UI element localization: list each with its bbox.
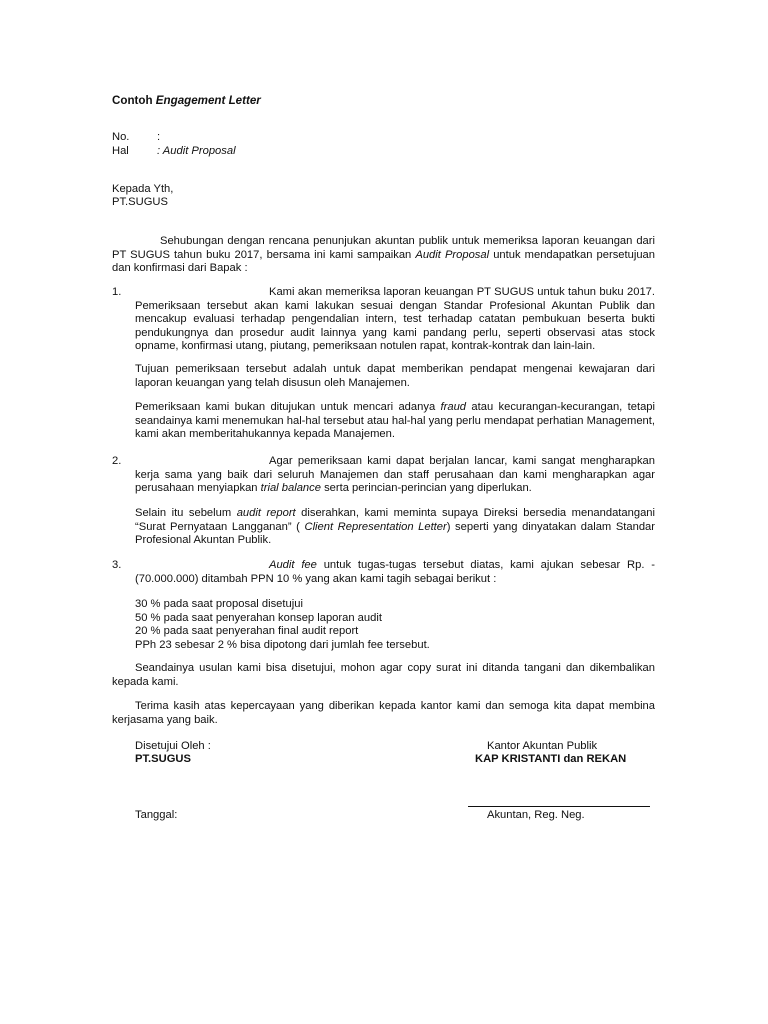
item1-paragraph-1: Kami akan memeriksa laporan keuangan PT SUGUS untuk tahun buku 2017. Pemeriksaan tersebut akan kami lakukan sesuai dengan Standar Profesional Akuntan Publik dan mencakup evaluasi terhadap pengendalian intern, test terhadap catatan pembukuan beserta bukti pendukungnya dan prosedur audit lainnya yang kami pandang perlu, seperti observasi atas stock opname, konfirmasi utang, piutang, pemeriksaan notulen rapat, kontrak-kontrak dan lain-lain. xyxy=(135,286,655,353)
firm-name: KAP KRISTANTI dan REKAN xyxy=(475,753,627,765)
approved-by-name: PT.SUGUS xyxy=(135,753,191,765)
closing-paragraph-1: Seandainya usulan kami bisa disetujui, mohon agar copy surat ini ditanda tangani dan dikembalikan kepada kami. xyxy=(112,662,655,688)
item2-paragraph-1: Agar pemeriksaan kami dapat berjalan lancar, kami sangat mengharapkan kerja sama yang baik dari seluruh Manajemen dan staff perusahaan dan kami mengharapkan agar perusahaan menyiapkan trial balance serta perincian-perincian yang diperlukan. xyxy=(135,455,655,495)
date-label: Tanggal: xyxy=(135,809,178,821)
intro-paragraph: Sehubungan dengan rencana penunjukan akuntan publik untuk memeriksa laporan keuangan dari PT SUGUS tahun buku 2017, bersama ini kami sampaikan Audit Proposal untuk mendapatkan persetujuan dan konfirmasi dari Bapak : xyxy=(112,235,656,275)
item1-paragraph-2: Tujuan pemeriksaan tersebut adalah untuk dapat memberikan pendapat mengenai kewajaran dari laporan keuangan yang telah disusun oleh Manajemen. xyxy=(135,363,655,389)
document-title: Contoh Engagement Letter xyxy=(112,94,261,107)
item3-number: 3. xyxy=(112,559,122,571)
no-label: No. xyxy=(112,131,130,143)
item1-number: 1. xyxy=(112,286,122,298)
item2-number: 2. xyxy=(112,455,122,467)
fee-schedule-item: 20 % pada saat penyerahan final audit report xyxy=(135,625,359,638)
recipient-name: PT.SUGUS xyxy=(112,196,168,208)
fee-schedule xyxy=(135,598,430,652)
hal-label: Hal xyxy=(112,145,129,157)
item1-paragraph-3: Pemeriksaan kami bukan ditujukan untuk mencari adanya fraud atau kecurangan-kecurangan, tetapi seandainya kami menemukan hal-hal tersebut atau hal-hal yang perlu mendapat perhatian Management, kami akan memberitahukannya kepada Manajemen. xyxy=(135,401,656,441)
signature-line xyxy=(468,806,650,807)
closing-paragraph-2: Terima kasih atas kepercayaan yang diberikan kepada kantor kami dan semoga kita dapat membina kerjasama yang baik. xyxy=(112,700,655,726)
item3-paragraph-1: Audit fee untuk tugas-tugas tersebut diatas, kami ajukan sebesar Rp. - (70.000.000) ditambah PPN 10 % yang akan kami tagih sebagai berikut : xyxy=(135,559,655,585)
approved-by-label: Disetujui Oleh : xyxy=(135,740,211,752)
fee-schedule-item: 30 % pada saat proposal disetujui xyxy=(135,598,303,610)
recipient-greeting: Kepada Yth, xyxy=(112,183,174,195)
firm-label: Kantor Akuntan Publik xyxy=(487,740,598,752)
item2-paragraph-2: Selain itu sebelum audit report diserahkan, kami meminta supaya Direksi bersedia menandatangani “Surat Pernyataan Langganan” ( Client Representation Letter) seperti yang dinyatakan dalam Standar Profesional Akuntan Publik. xyxy=(135,507,656,547)
fee-schedule-item: 50 % pada saat penyerahan konsep laporan audit xyxy=(135,611,382,624)
no-value: : xyxy=(157,131,161,143)
fee-schedule-item: PPh 23 sebesar 2 % bisa dipotong dari jumlah fee tersebut. xyxy=(135,638,430,651)
accountant-signature-label: Akuntan, Reg. Neg. xyxy=(487,809,585,821)
hal-value: : Audit Proposal xyxy=(157,145,236,157)
